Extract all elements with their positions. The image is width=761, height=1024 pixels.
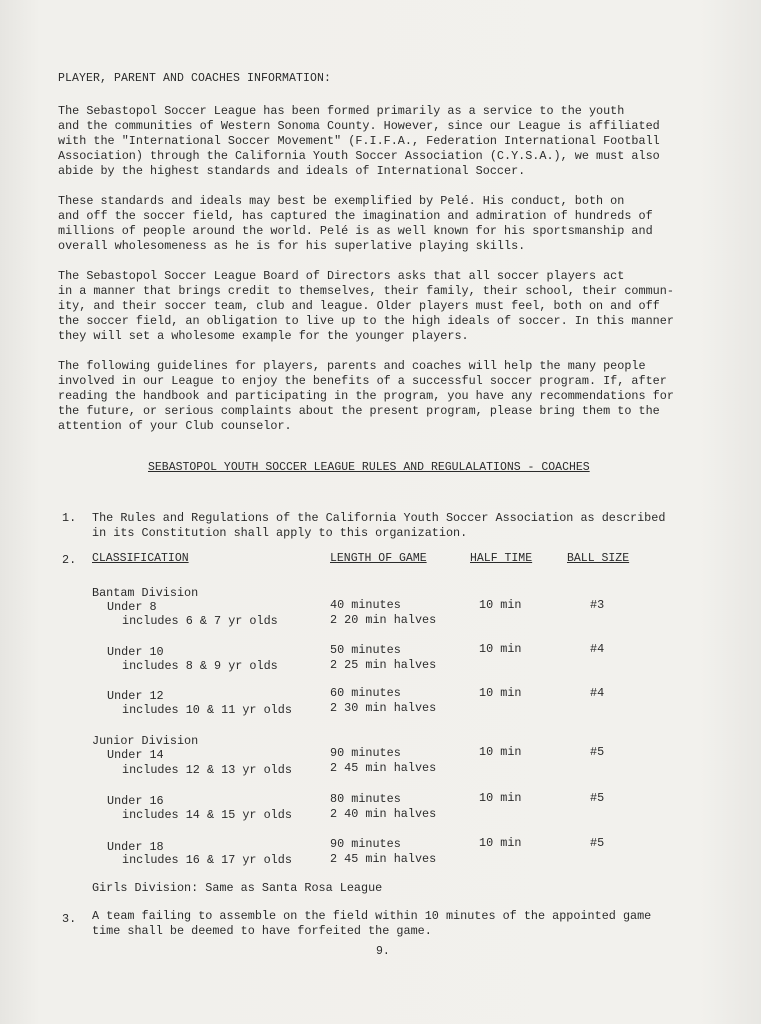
- paragraph-4: The following guidelines for players, parents and coaches will help the many people involved in our League to enjoy the benefits of a successful soccer program. If, after reading the handbook and participating in the program, you have any recommendations for the future, or serious complaints about the present program, please bring them to the attention of your Club counselor.: [58, 359, 674, 433]
- row-ball-size: #3: [590, 598, 605, 612]
- header-half-time: HALF TIME: [470, 552, 533, 565]
- row-group: Under 16: [107, 794, 164, 808]
- row-group: Under 18: [107, 840, 164, 854]
- row-half-time: 10 min: [479, 745, 522, 759]
- page-heading: PLAYER, PARENT AND COACHES INFORMATION:: [58, 72, 332, 85]
- row-length: 80 minutes 2 40 min halves: [330, 792, 437, 821]
- item-1-number: 1.: [62, 511, 77, 525]
- row-ball-size: #5: [590, 745, 605, 759]
- paragraph-1: The Sebastopol Soccer League has been formed primarily as a service to the youth and the communities of Western Sonoma County. However, since our League is affiliated with the "International Soccer Movement" (F.I.F.A., Federation International Football Association) through the California Youth Soccer Association (C.Y.S.A.), we must also abide by the highest standards and ideals of International Soccer.: [58, 104, 660, 178]
- item-3-text: A team failing to assemble on the field within 10 minutes of the appointed game time shall be deemed to have forfeited the game.: [92, 909, 652, 938]
- row-half-time: 10 min: [479, 836, 522, 850]
- row-ages: includes 6 & 7 yr olds: [122, 614, 278, 628]
- row-ball-size: #5: [590, 791, 605, 805]
- row-length: 90 minutes 2 45 min halves: [330, 837, 437, 866]
- row-half-time: 10 min: [479, 598, 522, 612]
- row-half-time: 10 min: [479, 686, 522, 700]
- row-ball-size: #5: [590, 836, 605, 850]
- row-length: 50 minutes 2 25 min halves: [330, 643, 437, 672]
- row-ages: includes 14 & 15 yr olds: [122, 808, 292, 822]
- row-ball-size: #4: [590, 686, 605, 700]
- paragraph-2: These standards and ideals may best be exemplified by Pelé. His conduct, both on and off the soccer field, has captured the imagination and admiration of hundreds of millions of people around the world. Pelé is as well known for his sportsmanship and overall wholesomeness as he is for his superlative playing skills.: [58, 194, 653, 253]
- row-length: 90 minutes 2 45 min halves: [330, 746, 437, 775]
- bantam-division-label: Bantam Division: [92, 586, 199, 600]
- row-ball-size: #4: [590, 642, 605, 656]
- header-classification: CLASSIFICATION: [92, 552, 189, 565]
- row-ages: includes 8 & 9 yr olds: [122, 659, 278, 673]
- row-length: 60 minutes 2 30 min halves: [330, 686, 437, 715]
- paragraph-3: The Sebastopol Soccer League Board of Directors asks that all soccer players act in a manner that brings credit to themselves, their family, their school, their commun- ity, and their soccer team, club and league. Older players must feel, both on and off the soccer field, an obligation to live up to the high ideals of soccer. In this manner they will set a wholesome example for the younger players.: [58, 269, 674, 343]
- row-group: Under 12: [107, 689, 164, 703]
- header-ball-size: BALL SIZE: [567, 552, 630, 565]
- row-group: Under 8: [107, 600, 157, 614]
- item-2-number: 2.: [62, 553, 77, 567]
- junior-division-label: Junior Division: [92, 734, 199, 748]
- header-length-of-game: LENGTH OF GAME: [330, 552, 427, 565]
- row-ages: includes 12 & 13 yr olds: [122, 763, 292, 777]
- item-3-number: 3.: [62, 912, 77, 926]
- row-length: 40 minutes 2 20 min halves: [330, 598, 437, 627]
- girls-division-line: Girls Division: Same as Santa Rosa League: [92, 881, 383, 895]
- row-ages: includes 16 & 17 yr olds: [122, 853, 292, 867]
- section-title: SEBASTOPOL YOUTH SOCCER LEAGUE RULES AND REGULALATIONS - COACHES: [148, 461, 590, 474]
- row-group: Under 14: [107, 748, 164, 762]
- item-1-text: The Rules and Regulations of the California Youth Soccer Association as described in its Constitution shall apply to this organization.: [92, 511, 666, 540]
- row-half-time: 10 min: [479, 642, 522, 656]
- page-number: 9.: [376, 945, 390, 958]
- row-group: Under 10: [107, 645, 164, 659]
- row-ages: includes 10 & 11 yr olds: [122, 703, 292, 717]
- row-half-time: 10 min: [479, 791, 522, 805]
